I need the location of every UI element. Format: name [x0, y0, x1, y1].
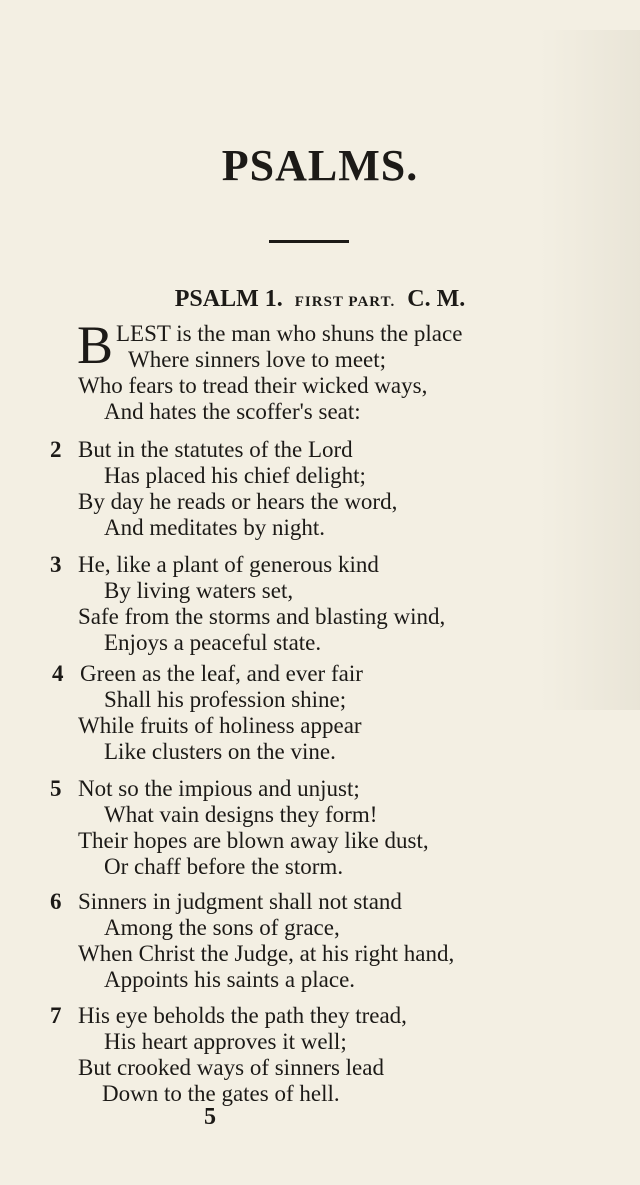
- verse-line: And meditates by night.: [104, 515, 326, 540]
- verse-line: While fruits of holiness appear: [78, 713, 362, 738]
- verse-line: Among the sons of grace,: [104, 915, 340, 940]
- psalm-meter: C. M.: [407, 286, 466, 312]
- verse-number: 5: [50, 776, 62, 801]
- psalm-number: PSALM 1.: [174, 286, 283, 312]
- verse-line: Their hopes are blown away like dust,: [78, 828, 429, 853]
- verse-line: His heart approves it well;: [104, 1029, 347, 1054]
- verse-number: 3: [50, 552, 62, 577]
- verse-line: But crooked ways of sinners lead: [78, 1055, 384, 1080]
- verse-line: Appoints his saints a place.: [104, 967, 356, 992]
- verse-line: He, like a plant of generous kind: [78, 552, 379, 577]
- verse-line: Who fears to tread their wicked ways,: [78, 373, 428, 398]
- verse-number: 7: [50, 1003, 62, 1028]
- psalm-heading: [0, 286, 640, 313]
- verse-line: When Christ the Judge, at his right hand,: [78, 941, 455, 966]
- verse-line: What vain designs they form!: [104, 802, 378, 827]
- verse-line: Where sinners love to meet;: [128, 347, 387, 372]
- verse-line: Like clusters on the vine.: [104, 739, 336, 764]
- psalm-part: FIRST PART.: [294, 294, 396, 310]
- bleed-through-shadow: [540, 30, 640, 710]
- verse-number: 2: [50, 437, 62, 462]
- verse-line: Shall his profession shine;: [104, 687, 347, 712]
- verse-line: By living waters set,: [104, 578, 294, 603]
- verse-line: But in the statutes of the Lord: [78, 437, 353, 462]
- verse-line: Down to the gates of hell.: [102, 1081, 340, 1106]
- verse-line: Sinners in judgment shall not stand: [78, 889, 402, 914]
- verse-line: Green as the leaf, and ever fair: [80, 661, 363, 686]
- title-rule: [269, 240, 349, 243]
- verse-line: His eye beholds the path they tread,: [78, 1003, 407, 1028]
- page-title: PSALMS.: [221, 141, 419, 190]
- verse-line: And hates the scoffer's seat:: [104, 399, 361, 424]
- verse-line: Or chaff before the storm.: [104, 854, 344, 879]
- verse-line: LEST is the man who shuns the place: [116, 321, 463, 346]
- drop-cap: B: [77, 315, 114, 375]
- verse-line: Enjoys a peaceful state.: [104, 630, 322, 655]
- verse-line: Not so the impious and unjust;: [78, 776, 360, 801]
- page-number: 5: [204, 1104, 216, 1130]
- verse-line: Safe from the storms and blasting wind,: [78, 604, 446, 629]
- verse-line: Has placed his chief delight;: [104, 463, 366, 488]
- verse-number: 6: [50, 889, 62, 914]
- verse-number: 4: [52, 661, 64, 686]
- verse-line: By day he reads or hears the word,: [78, 489, 398, 514]
